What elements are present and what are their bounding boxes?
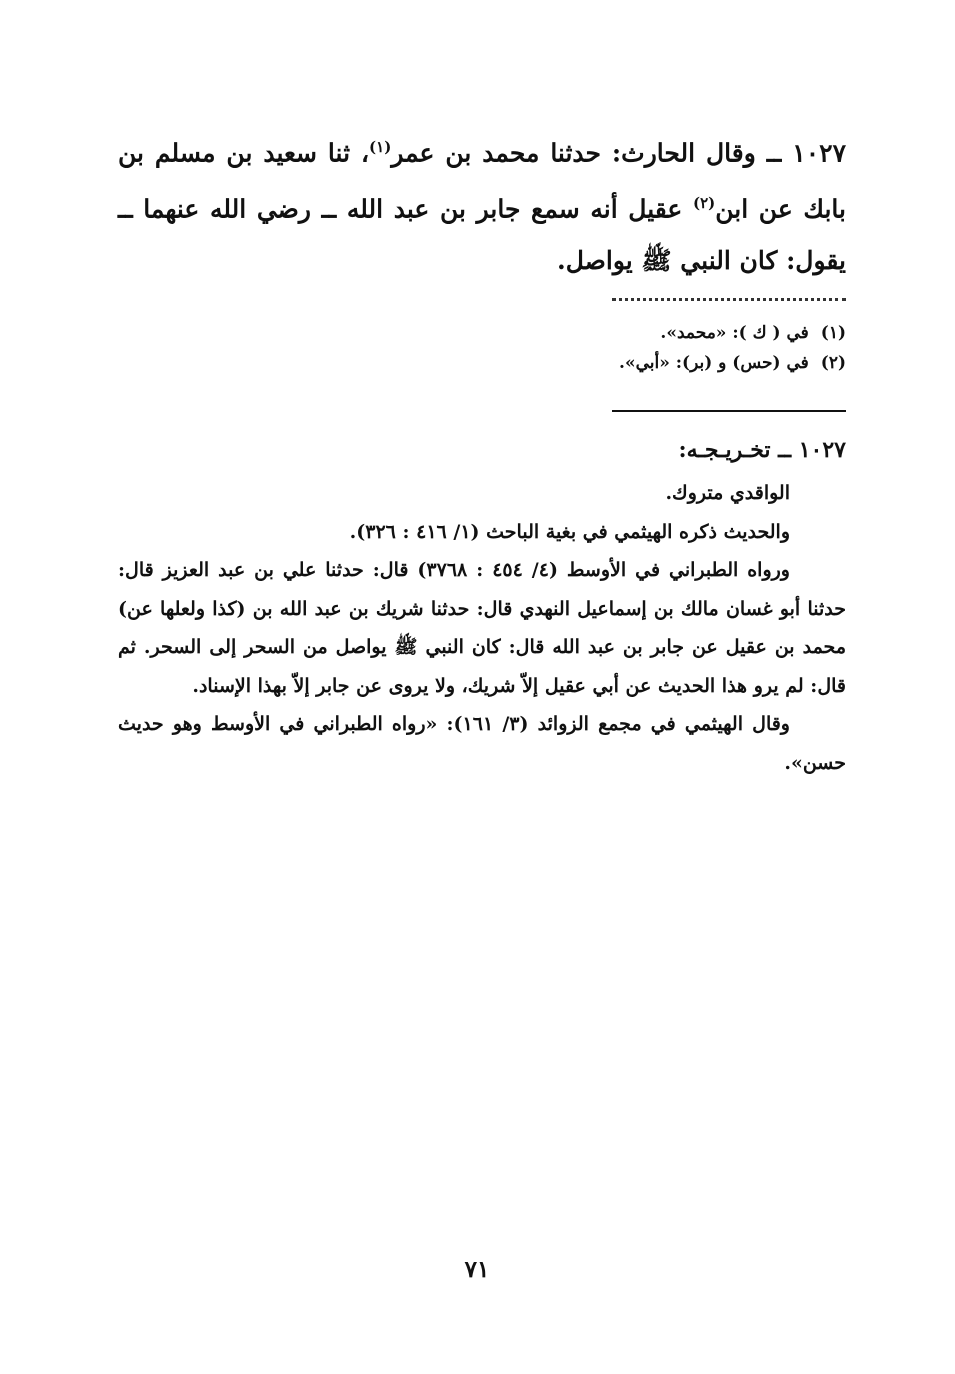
footnote-number: (٢) xyxy=(820,353,846,373)
footnote-text: في ( ك ): «محمد». xyxy=(660,323,809,343)
takhrij-paragraph-3: ورواه الطبراني في الأوسط (٤/ ٤٥٤ : ٣٧٦٨) قال: حدثنا علي بن عبد العزيز قال: حدثنا أبو غسان مالك بن إسماعيل النهدي قال: حدثنا شريك بن عبد الله بن (كذا ولعلها عن) محمد بن عقيل عن جابر بن عبد الله قال: كان النبي ﷺ يواصل من السحر إلى السحر. ثم قال: لم يرو هذا الحديث عن أبي عقيل إلاّ شريك، ولا يروى عن جابر إلاّ بهذا الإسناد. xyxy=(118,559,846,697)
section-divider xyxy=(612,410,846,412)
hadith-text xyxy=(118,122,846,286)
footnotes xyxy=(500,318,846,378)
hadith-text-part-1: ١٠٢٧ ــ وقال الحارث: حدثنا محمد بن عمر xyxy=(391,138,846,168)
takhrij-text xyxy=(118,474,846,782)
footnote-separator-dots xyxy=(612,288,846,301)
takhrij-heading: ١٠٢٧ ــ تخـريـجـه: xyxy=(678,437,846,463)
hadith-text-part-3: عقيل أنه سمع جابر بن عبد الله ــ رضي الله عنهما ــ يقول: كان النبي ﷺ يواصل. xyxy=(118,194,846,275)
footnote-ref-1: (١) xyxy=(369,138,392,156)
page-number: ٧١ xyxy=(464,1256,490,1283)
takhrij-paragraph-1: الواقدي متروك. xyxy=(665,482,790,504)
footnote-1 xyxy=(500,318,846,348)
footnote-ref-2: (٢) xyxy=(692,194,716,213)
takhrij-paragraph-4: وقال الهيثمي في مجمع الزوائد (٣/ ١٦١): «رواه الطبراني في الأوسط وهو حديث حسن». xyxy=(118,713,846,774)
footnote-text: في (حس) و (بر): «أبي». xyxy=(619,353,809,373)
hadith-paragraph xyxy=(118,122,846,286)
footnote-number: (١) xyxy=(820,323,846,343)
takhrij-paragraph-2: والحديث ذكره الهيثمي في بغية الباحث (١/ ٤١٦ : ٣٢٦). xyxy=(349,520,790,543)
footnote-2 xyxy=(500,348,846,378)
hadith-text-part-2: ، ثنا سعيد بن مسلم بن بابك عن ابن xyxy=(118,138,846,224)
